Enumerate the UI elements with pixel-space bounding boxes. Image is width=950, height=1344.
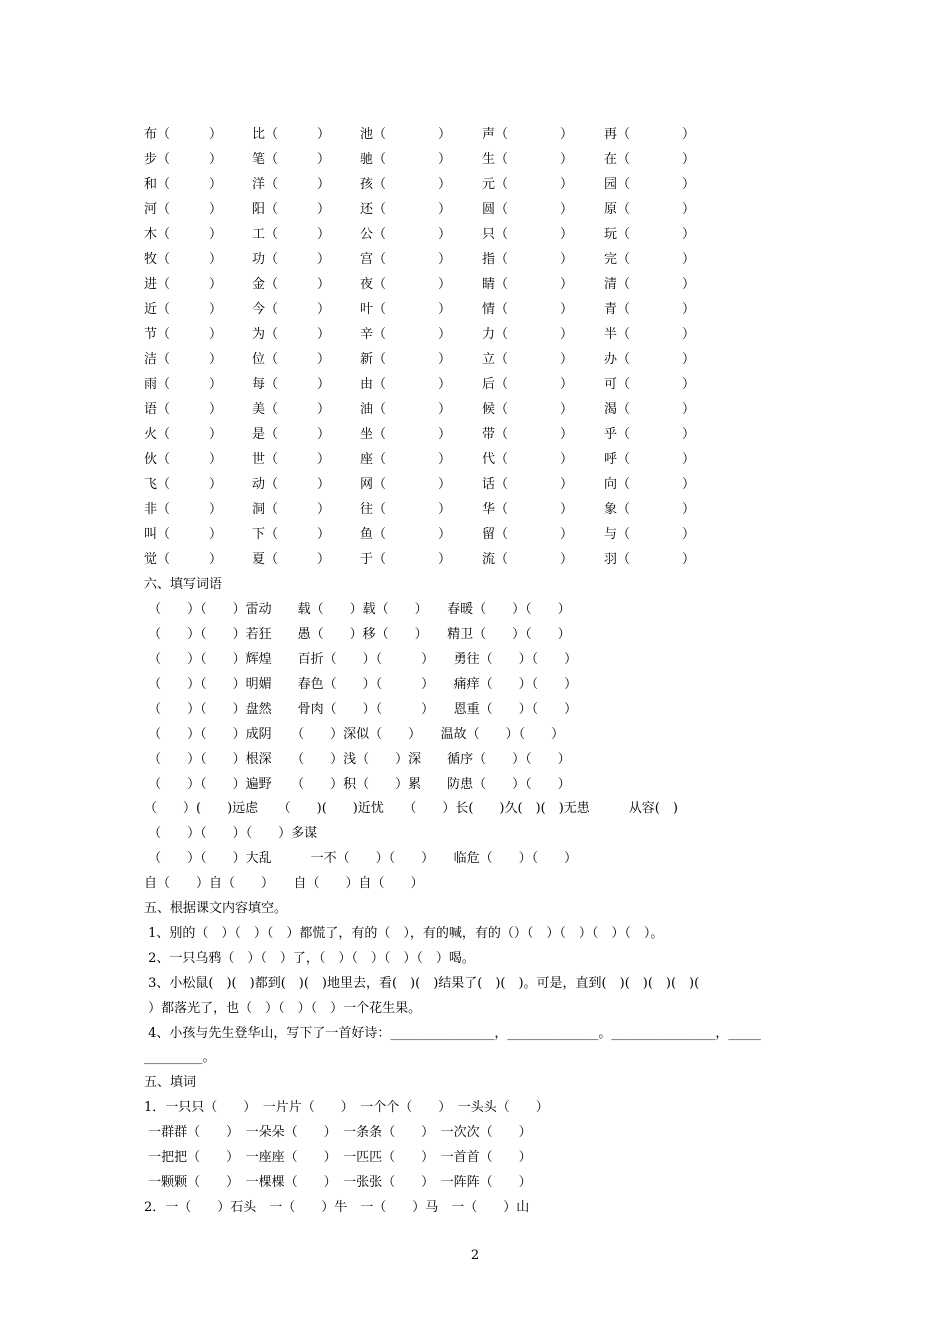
- grid-cell: 夏（ ）: [252, 552, 331, 567]
- grid-cell: 进（ ）: [144, 277, 223, 292]
- grid-cell: 火（ ）: [144, 427, 223, 442]
- grid-cell: 于（ ）: [360, 552, 452, 567]
- grid-cell: 洋（ ）: [252, 177, 331, 192]
- grid-cell: 觉（ ）: [144, 552, 223, 567]
- grid-cell: 是（ ）: [252, 427, 331, 442]
- exercise-line: _________。: [144, 1050, 216, 1065]
- grid-cell: 比（ ）: [252, 127, 331, 142]
- grid-cell: 孩（ ）: [360, 177, 452, 192]
- grid-cell: 公（ ）: [360, 227, 452, 242]
- exercise-line: 2、一只乌鸦（ ）（ ）了，（ ）（ ）（ ）（ ）喝。: [144, 951, 475, 966]
- grid-cell: 清（ ）: [604, 277, 696, 292]
- grid-cell: 留（ ）: [482, 527, 574, 542]
- grid-cell: 羽（ ）: [604, 552, 696, 567]
- exercise-line: （ ）（ ）盘然 骨肉（ ）（ ） 恩重（ ）（ ）: [144, 702, 578, 717]
- grid-cell: 半（ ）: [604, 327, 696, 342]
- grid-cell: 阳（ ）: [252, 202, 331, 217]
- grid-cell: 河（ ）: [144, 202, 223, 217]
- exercise-line: 4、小孩与先生登华山，写下了一首好诗：________________，______________。________________，_____: [144, 1026, 761, 1041]
- grid-cell: 语（ ）: [144, 402, 223, 417]
- exercise-line: （ ）（ ）成阴 （ ）深似（ ） 温故（ ）（ ）: [144, 727, 565, 742]
- grid-cell: 青（ ）: [604, 302, 696, 317]
- grid-cell: 为（ ）: [252, 327, 331, 342]
- exercise-line: （ ）（ ）若狂 愚（ ）移（ ） 精卫（ ）（ ）: [144, 627, 571, 642]
- grid-cell: 牧（ ）: [144, 252, 223, 267]
- exercise-line: 2．一（ ）石头 一（ ）牛 一（ ）马 一（ ）山: [144, 1200, 530, 1215]
- exercise-line: （ ）（ ）辉煌 百折（ ）（ ） 勇往（ ）（ ）: [144, 652, 578, 667]
- grid-cell: 笔（ ）: [252, 152, 331, 167]
- grid-cell: 只（ ）: [482, 227, 574, 242]
- grid-cell: 非（ ）: [144, 502, 223, 517]
- grid-cell: 夜（ ）: [360, 277, 452, 292]
- grid-cell: 办（ ）: [604, 352, 696, 367]
- grid-cell: 每（ ）: [252, 377, 331, 392]
- exercise-line: 一颗颗（ ） 一棵棵（ ） 一张张（ ） 一阵阵（ ）: [144, 1175, 532, 1190]
- exercise-line: 自（ ）自（ ） 自（ ）自（ ）: [144, 876, 424, 891]
- exercise-line: （ ）（ ）雷动 载（ ）载（ ） 春暖（ ）（ ）: [144, 602, 571, 617]
- grid-cell: 金（ ）: [252, 277, 331, 292]
- grid-cell: 声（ ）: [482, 127, 574, 142]
- grid-cell: 鱼（ ）: [360, 527, 452, 542]
- grid-cell: 情（ ）: [482, 302, 574, 317]
- grid-cell: 睛（ ）: [482, 277, 574, 292]
- grid-cell: 布（ ）: [144, 127, 223, 142]
- grid-cell: 座（ ）: [360, 452, 452, 467]
- grid-cell: 驰（ ）: [360, 152, 452, 167]
- grid-cell: 木（ ）: [144, 227, 223, 242]
- exercise-line: 一把把（ ） 一座座（ ） 一匹匹（ ） 一首首（ ）: [144, 1150, 532, 1165]
- exercise-line: ）都落光了，也（ ）（ ）（ ）一个花生果。: [144, 1001, 422, 1016]
- grid-cell: 元（ ）: [482, 177, 574, 192]
- exercise-line: 1、别的（ ）（ ）（ ）都慌了，有的（ ），有的喊，有的（）（ ）（ ）（ ）（ ）。: [144, 926, 664, 941]
- exercise-line: （ ）（ ）（ ）多谋: [144, 826, 318, 841]
- grid-cell: 园（ ）: [604, 177, 696, 192]
- grid-cell: 向（ ）: [604, 477, 696, 492]
- grid-cell: 下（ ）: [252, 527, 331, 542]
- grid-cell: 叶（ ）: [360, 302, 452, 317]
- grid-cell: 宫（ ）: [360, 252, 452, 267]
- grid-cell: 原（ ）: [604, 202, 696, 217]
- exercise-line: （ ）（ ）根深 （ ）浅（ ）深 循序（ ）（ ）: [144, 752, 571, 767]
- grid-cell: 网（ ）: [360, 477, 452, 492]
- grid-cell: 伙（ ）: [144, 452, 223, 467]
- grid-cell: 节（ ）: [144, 327, 223, 342]
- grid-cell: 油（ ）: [360, 402, 452, 417]
- exercise-line: 3、小松鼠( )( )都到( )( )地里去，看( )( )结果了( )( )。可是，直到( )( )( )( )(: [144, 976, 700, 991]
- grid-cell: 话（ ）: [482, 477, 574, 492]
- exercise-line: 1．一只只（ ） 一片片（ ） 一个个（ ） 一头头（ ）: [144, 1100, 549, 1115]
- exercise-line: （ ）（ ）明媚 春色（ ）（ ） 痛痒（ ）（ ）: [144, 677, 578, 692]
- grid-cell: 池（ ）: [360, 127, 452, 142]
- grid-cell: 辛（ ）: [360, 327, 452, 342]
- grid-cell: 完（ ）: [604, 252, 696, 267]
- grid-cell: 象（ ）: [604, 502, 696, 517]
- grid-cell: 工（ ）: [252, 227, 331, 242]
- grid-cell: 再（ ）: [604, 127, 696, 142]
- grid-cell: 雨（ ）: [144, 377, 223, 392]
- exercise-line: （ ）（ ）遍野 （ ）积（ ）累 防患（ ）（ ）: [144, 777, 571, 792]
- grid-cell: 渴（ ）: [604, 402, 696, 417]
- section-heading: 五、根据课文内容填空。: [144, 901, 288, 916]
- grid-cell: 流（ ）: [482, 552, 574, 567]
- grid-cell: 乎（ ）: [604, 427, 696, 442]
- grid-cell: 呼（ ）: [604, 452, 696, 467]
- grid-cell: 往（ ）: [360, 502, 452, 517]
- grid-cell: 与（ ）: [604, 527, 696, 542]
- grid-cell: 玩（ ）: [604, 227, 696, 242]
- grid-cell: 立（ ）: [482, 352, 574, 367]
- grid-cell: 美（ ）: [252, 402, 331, 417]
- grid-cell: 步（ ）: [144, 152, 223, 167]
- grid-cell: 叫（ ）: [144, 527, 223, 542]
- exercise-line: （ ）（ ）大乱 一不（ ）（ ） 临危（ ）（ ）: [144, 851, 578, 866]
- exercise-line: 一群群（ ） 一朵朵（ ） 一条条（ ） 一次次（ ）: [144, 1125, 532, 1140]
- section-heading: 五、填词: [144, 1075, 197, 1090]
- grid-cell: 和（ ）: [144, 177, 223, 192]
- grid-cell: 位（ ）: [252, 352, 331, 367]
- grid-cell: 候（ ）: [482, 402, 574, 417]
- grid-cell: 力（ ）: [482, 327, 574, 342]
- grid-cell: 带（ ）: [482, 427, 574, 442]
- grid-cell: 世（ ）: [252, 452, 331, 467]
- grid-cell: 今（ ）: [252, 302, 331, 317]
- grid-cell: 在（ ）: [604, 152, 696, 167]
- grid-cell: 指（ ）: [482, 252, 574, 267]
- grid-cell: 华（ ）: [482, 502, 574, 517]
- grid-cell: 飞（ ）: [144, 477, 223, 492]
- grid-cell: 新（ ）: [360, 352, 452, 367]
- grid-cell: 由（ ）: [360, 377, 452, 392]
- grid-cell: 功（ ）: [252, 252, 331, 267]
- grid-cell: 还（ ）: [360, 202, 452, 217]
- grid-cell: 后（ ）: [482, 377, 574, 392]
- page-number: 2: [470, 1248, 480, 1263]
- grid-cell: 动（ ）: [252, 477, 331, 492]
- grid-cell: 近（ ）: [144, 302, 223, 317]
- grid-cell: 圆（ ）: [482, 202, 574, 217]
- grid-cell: 洁（ ）: [144, 352, 223, 367]
- exercise-line: （ ）( )远虑 （ )( )近忧 （ ）长( )久( )( )无患 从容( ): [144, 801, 678, 816]
- grid-cell: 洞（ ）: [252, 502, 331, 517]
- grid-cell: 可（ ）: [604, 377, 696, 392]
- grid-cell: 代（ ）: [482, 452, 574, 467]
- section-heading: 六、填写词语: [144, 577, 223, 592]
- grid-cell: 坐（ ）: [360, 427, 452, 442]
- grid-cell: 生（ ）: [482, 152, 574, 167]
